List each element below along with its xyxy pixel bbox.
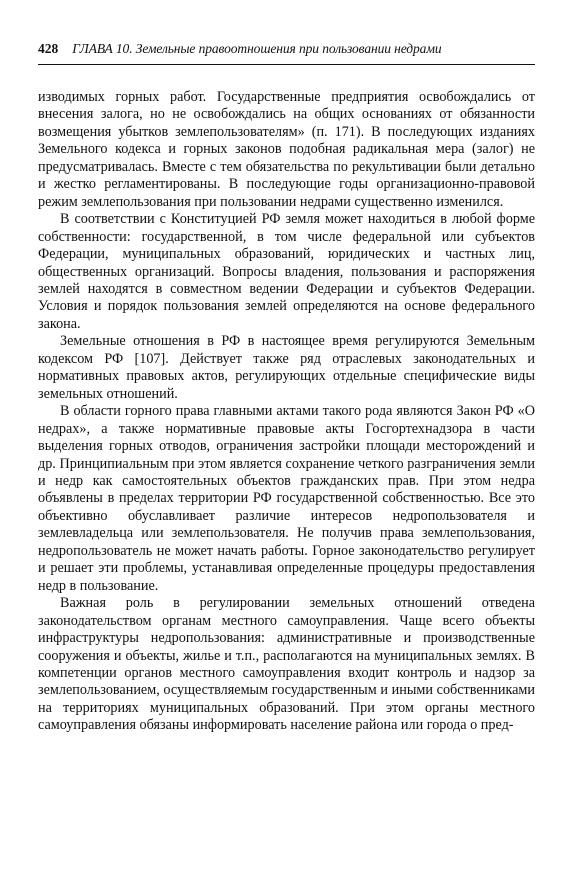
running-head: ГЛАВА 10. Земельные правоотношения при пользовании недрами: [72, 41, 442, 56]
body-text: [38, 89, 535, 735]
book-page: [38, 40, 535, 735]
paragraph-continued: изводимых горных работ. Государственные предприятия освобождались от внесения залога, но не освобождались на общих основаниях от обязанности возмещения убытков землепользователям» (п. 171). В последующих изданиях Земельного кодекса и горных законов подобная радикальная мера (залог) не предусматривалась. Вместе с тем обязательства по рекультивации были детально и жестко регламентированы. В последующие годы организационно-правовой режим землепользования при пользовании недрами существенно изменился.: [38, 89, 535, 210]
paragraph: В соответствии с Конституцией РФ земля может находиться в любой форме собственности: государственной, в том числе федеральной или субъектов Федерации, муниципальных образований, юридических и частных лиц, общественных организаций. Вопросы владения, пользования и распоряжения землей находятся в совместном ведении Федерации и субъектов Федерации. Условия и порядок пользования землей определяются на основе федерального закона.: [38, 211, 535, 332]
paragraph: Земельные отношения в РФ в настоящее время регулируются Земельным кодексом РФ [107]. Действует также ряд отраслевых законодательных и нормативных правовых актов, регулирующих отдельные специфические виды земельных отношений.: [38, 333, 535, 402]
paragraph: Важная роль в регулировании земельных отношений отведена законодательством органам местного самоуправления. Чаще всего объекты инфраструктуры недропользования: административные и производственные сооружения и объекты, жилье и т.п., располагаются на муниципальных землях. В компетенции органов местного самоуправления входит контроль и надзор за землепользованием, осуществляемым государственным и иными собственниками на территориях муниципальных образований. При этом органы местного самоуправления обязаны информировать население района или города о пред-: [38, 595, 535, 734]
page-header: [38, 40, 535, 65]
page-number: 428: [38, 41, 59, 56]
paragraph: В области горного права главными актами такого рода являются Закон РФ «О недрах», а также нормативные правовые акты Госгортехнадзора в части выделения горных отводов, ограничения застройки площади месторождений и др. Принципиальным при этом является сохранение четкого разграничения земли и недр как самостоятельных объектов гражданских прав. При этом недра объявлены в пределах территории РФ государственной собственностью. Все это объективно обуславливает различие интересов недропользователя и землевладельца или землепользователя. Не получив права землепользования, недропользователь не может начать работы. Горное законодательство регулирует и решает эти проблемы, устанавливая определенные процедуры предоставления недр в пользование.: [38, 403, 535, 594]
